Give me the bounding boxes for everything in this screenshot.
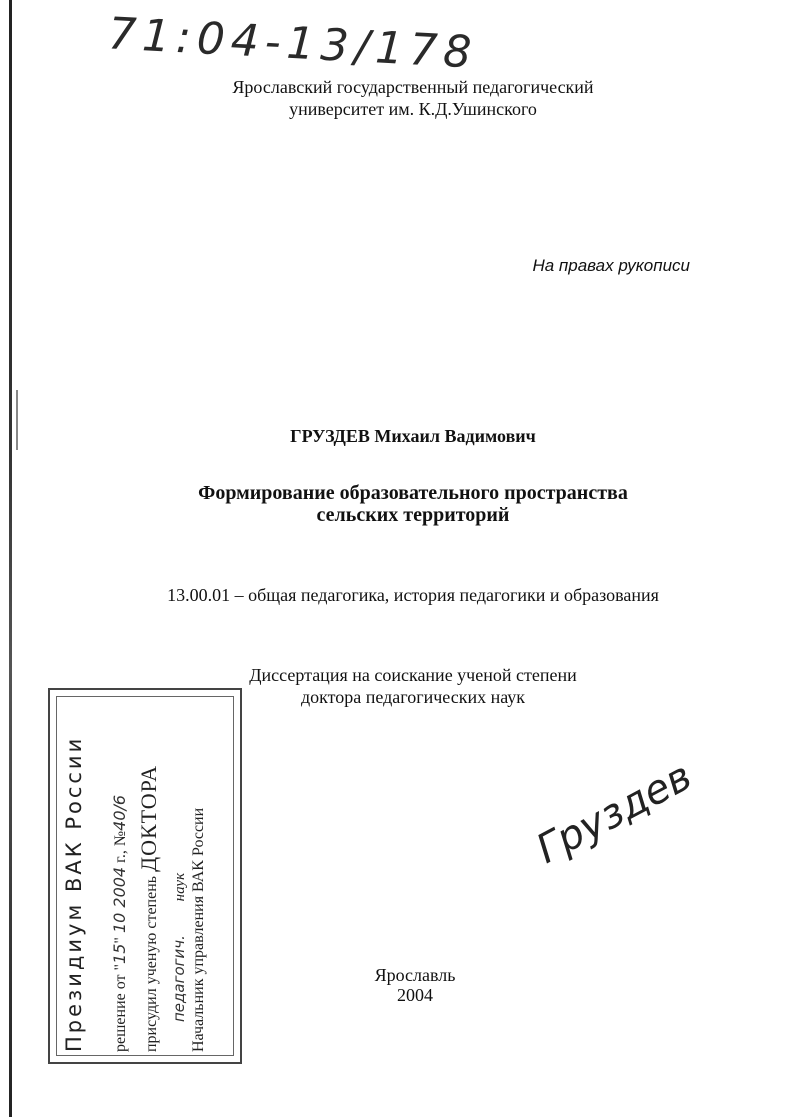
stamp-decision-number: 40/6 bbox=[110, 794, 129, 831]
university-line-1: Ярославский государственный педагогический bbox=[232, 77, 594, 97]
title-line-1: Формирование образовательного пространства bbox=[198, 482, 628, 504]
specialty-code: 13.00.01 – общая педагогика, история педагогики и образования bbox=[167, 585, 659, 605]
author-name: ГРУЗДЕВ Михаил Вадимович bbox=[290, 426, 536, 446]
university-block bbox=[0, 76, 796, 120]
university-line-2: университет им. К.Д.Ушинского bbox=[289, 99, 537, 119]
stamp-degree: ДОКТОРА bbox=[136, 765, 161, 872]
scan-edge bbox=[9, 0, 12, 1117]
stamp-decision-prefix: решение от " bbox=[112, 963, 129, 1052]
stamp-decision-month: 10 2004 bbox=[110, 866, 129, 934]
stamp-decision-mid: " bbox=[112, 937, 129, 944]
stamp-text bbox=[50, 690, 240, 1062]
city-year bbox=[320, 965, 510, 1005]
stamp-decision bbox=[110, 795, 130, 1052]
dissertation-title bbox=[30, 482, 796, 526]
stamp-field: педагогич. bbox=[170, 935, 188, 1022]
stamp-awarded-text: присудил ученую степень bbox=[143, 875, 160, 1052]
stamp-sciences: наук bbox=[172, 872, 188, 902]
year: 2004 bbox=[397, 985, 433, 1005]
handwritten-number: 71:04-13/178 bbox=[106, 8, 479, 79]
degree-line-1: Диссертация на соискание ученой степени bbox=[249, 665, 577, 685]
stamp-awarded bbox=[136, 765, 162, 1052]
manuscript-rights: На правах рукописи bbox=[532, 256, 690, 275]
stamp-decision-suffix: г., № bbox=[112, 830, 129, 867]
scan-edge-mark bbox=[16, 390, 18, 450]
title-line-2: сельских территорий bbox=[316, 504, 510, 526]
stamp-field-line bbox=[170, 873, 189, 1022]
vak-stamp bbox=[48, 688, 242, 1064]
city: Ярославль bbox=[374, 965, 456, 985]
author-signature: Груздев bbox=[529, 753, 700, 873]
stamp-heading: Президиум ВАК России bbox=[62, 735, 86, 1052]
stamp-head: Начальник управления ВАК России bbox=[190, 807, 207, 1052]
stamp-decision-day: 15 bbox=[110, 943, 129, 964]
degree-line-2: доктора педагогических наук bbox=[300, 687, 526, 707]
